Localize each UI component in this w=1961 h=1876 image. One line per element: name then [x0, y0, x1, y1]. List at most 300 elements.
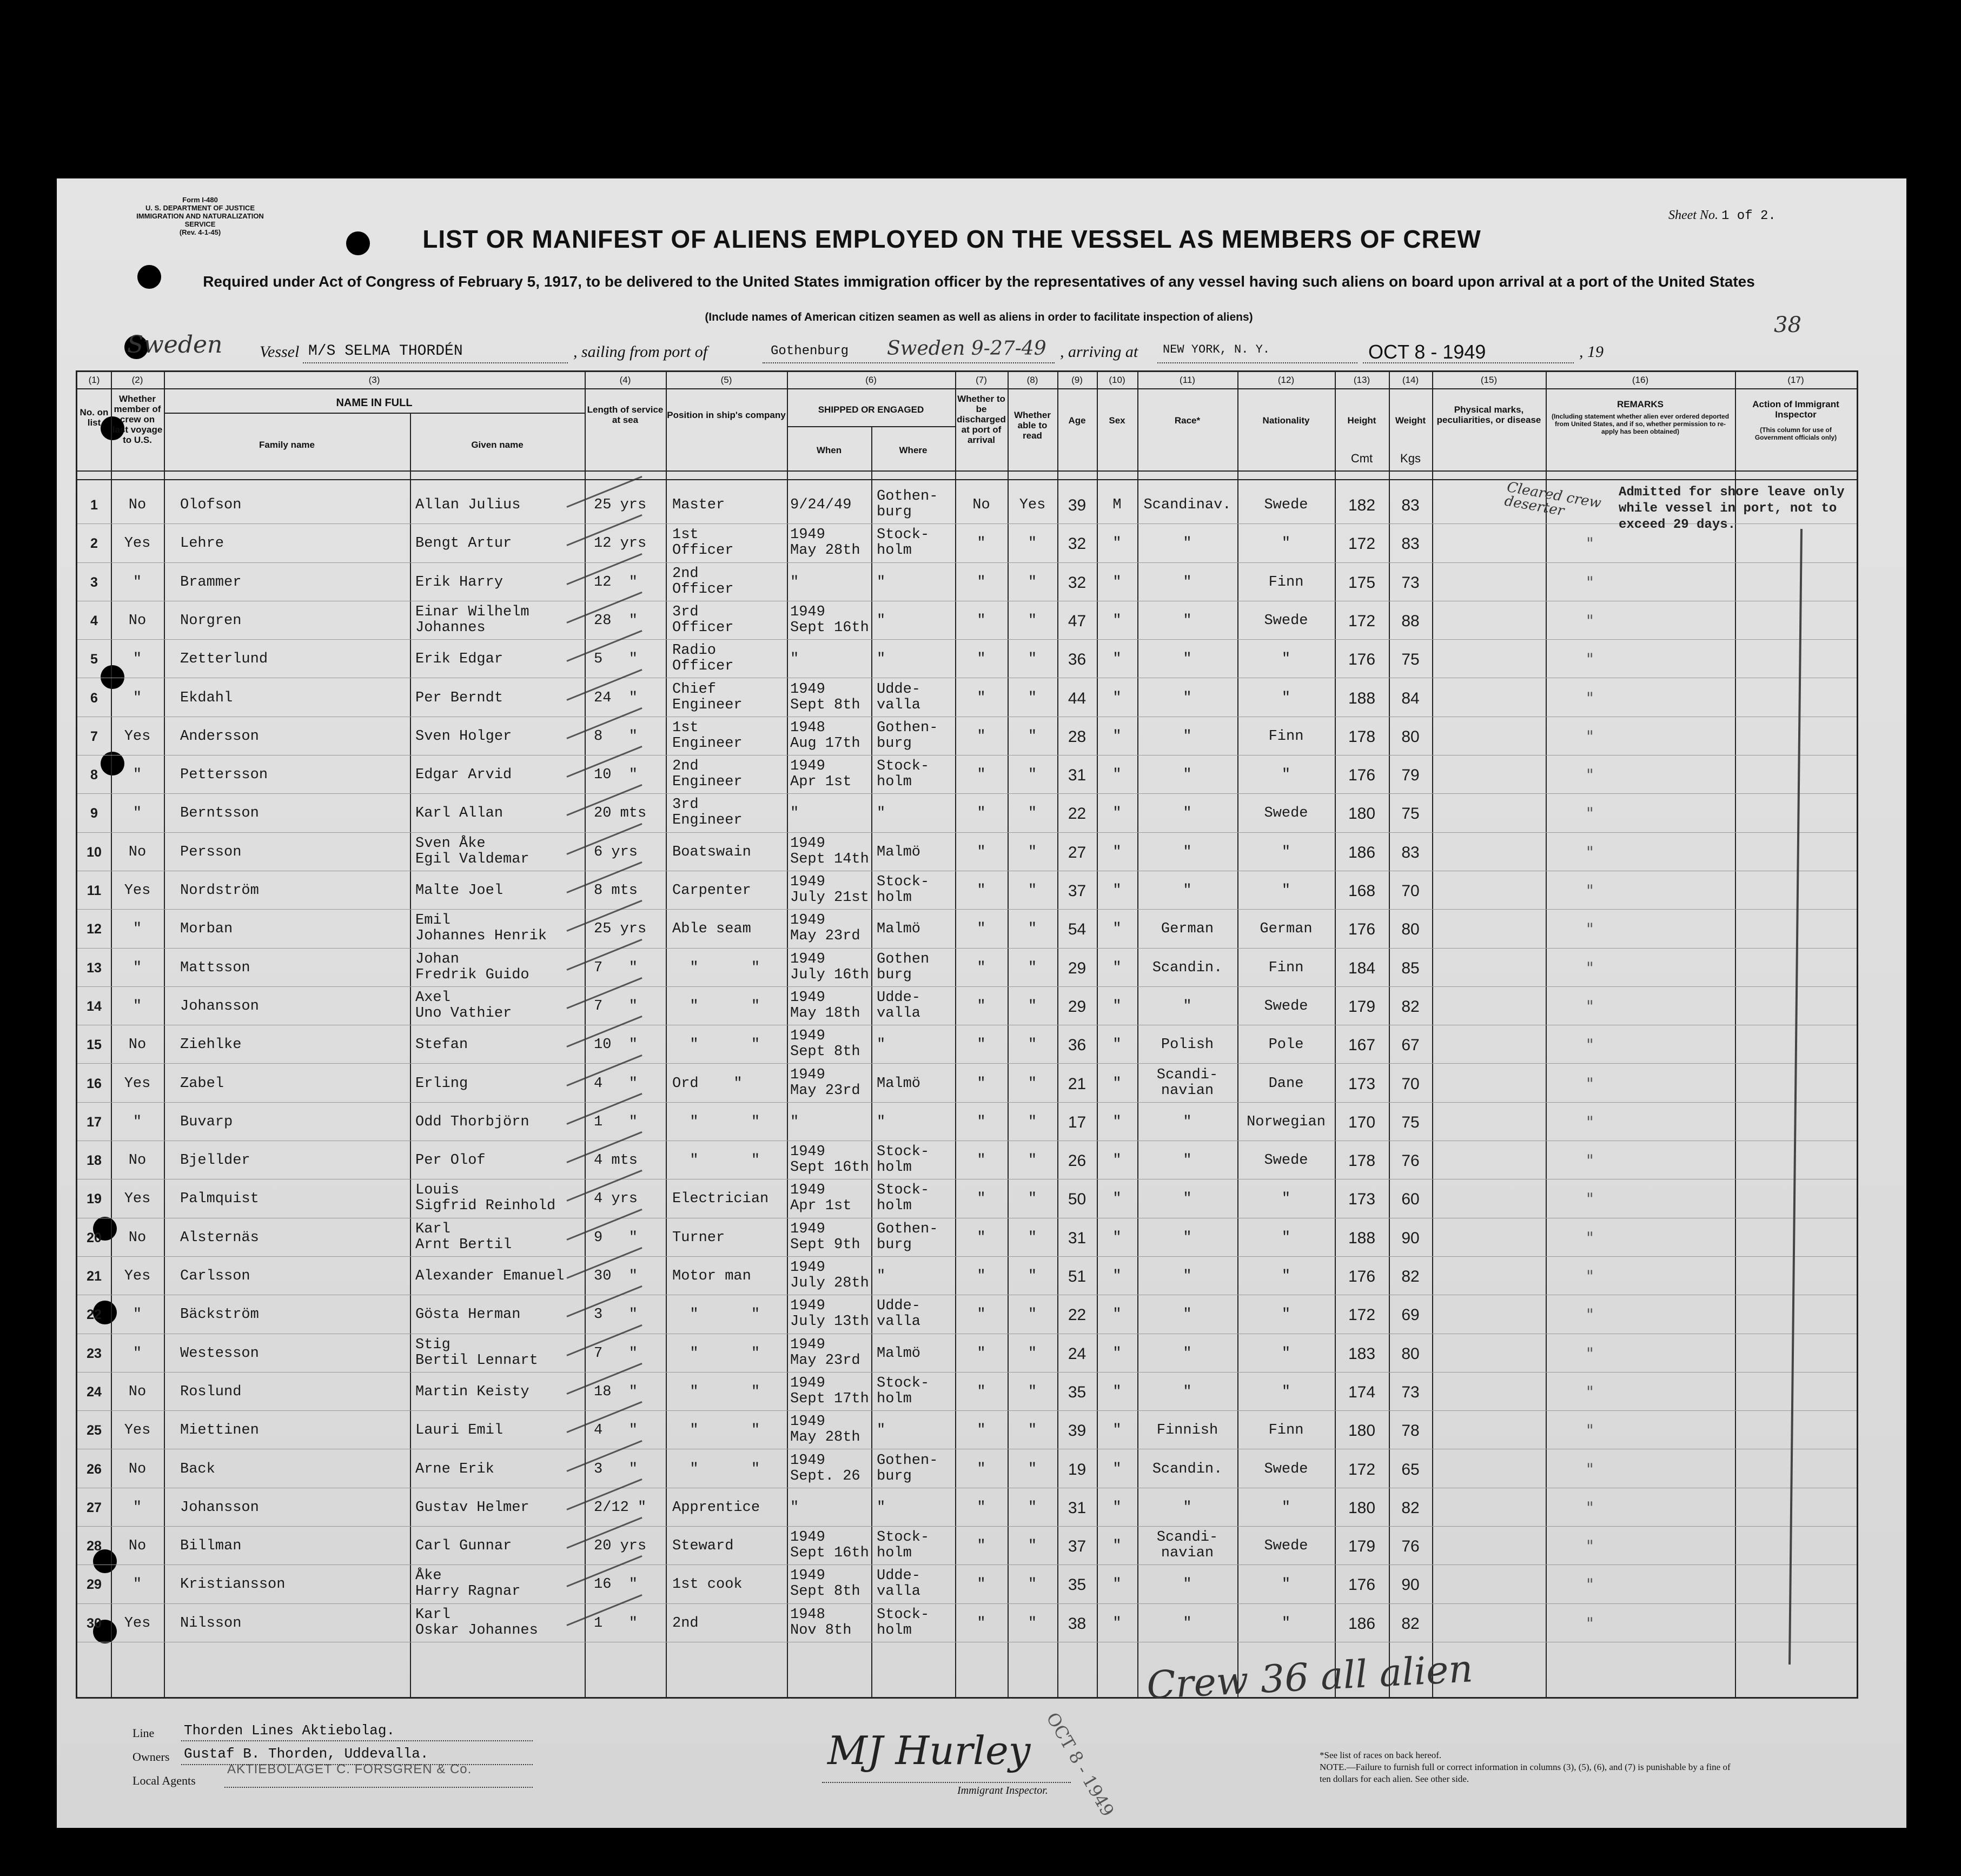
- remark-cell: ": [1586, 1151, 1594, 1171]
- age-cell: 31: [1068, 1499, 1086, 1517]
- age-cell: 22: [1068, 805, 1086, 823]
- engaged-where-cell: Gothen- burg: [877, 488, 938, 520]
- position-cell: " ": [672, 959, 760, 976]
- height-cell: 180: [1348, 1499, 1376, 1517]
- age-cell: 35: [1068, 1576, 1086, 1594]
- engaged-where-cell: Gothen- burg: [877, 719, 938, 752]
- age-cell: 27: [1068, 843, 1086, 861]
- header-family-name: Family name: [259, 440, 315, 450]
- race-cell: ": [1183, 805, 1192, 822]
- service-length-cell: 7 ": [594, 998, 638, 1015]
- engaged-when-cell: 1949 Sept. 26: [790, 1452, 860, 1484]
- col-number: (4): [619, 375, 631, 385]
- age-cell: 51: [1068, 1268, 1086, 1285]
- able-to-read-cell: ": [1028, 651, 1037, 668]
- remark-cell: ": [1586, 1267, 1594, 1286]
- row-number-cell: 11: [87, 883, 102, 898]
- header-height: Height: [1347, 415, 1376, 426]
- able-to-read-cell: ": [1028, 959, 1037, 976]
- table-row: [77, 1488, 1857, 1527]
- previous-voyage-cell: Yes: [124, 1615, 151, 1632]
- sex-cell: ": [1112, 1037, 1122, 1053]
- nationality-cell: Dane: [1268, 1075, 1304, 1092]
- sheet-number: Sheet No. 1 of 2.: [1668, 208, 1776, 223]
- footer: [132, 1720, 944, 1806]
- able-to-read-cell: ": [1028, 1075, 1037, 1092]
- sex-cell: ": [1112, 1345, 1122, 1362]
- header-shipped-engaged: SHIPPED OR ENGAGED: [818, 405, 924, 415]
- discharged-cell: ": [977, 1307, 986, 1323]
- engaged-when-cell: 1949 Apr 1st: [790, 1182, 852, 1215]
- row-number-cell: 17: [87, 1114, 102, 1130]
- sex-cell: ": [1112, 1538, 1122, 1555]
- col-number: (11): [1180, 375, 1195, 385]
- engaged-when-cell: 1949 May 23rd: [790, 1066, 860, 1099]
- owners-value: Gustaf B. Thorden, Uddevalla.: [184, 1746, 429, 1762]
- sex-cell: ": [1112, 1383, 1122, 1400]
- age-cell: 37: [1068, 882, 1086, 900]
- discharged-cell: ": [977, 651, 986, 668]
- table-row: [77, 949, 1857, 987]
- given-name-cell: Edgar Arvid: [415, 767, 512, 784]
- remark-cell: ": [1586, 766, 1594, 785]
- race-cell: ": [1183, 767, 1192, 784]
- table-row: [77, 1141, 1857, 1179]
- age-cell: 29: [1068, 997, 1086, 1016]
- position-cell: " ": [672, 1383, 760, 1400]
- height-cell: 170: [1348, 1113, 1376, 1131]
- able-to-read-cell: ": [1028, 767, 1037, 784]
- race-cell: ": [1183, 574, 1192, 591]
- discharged-cell: ": [977, 767, 986, 784]
- age-cell: 39: [1068, 496, 1086, 514]
- given-name-cell: Erik Edgar: [415, 651, 504, 668]
- family-name-cell: Buvarp: [180, 1113, 233, 1130]
- age-cell: 54: [1068, 920, 1086, 939]
- family-name-cell: Morban: [180, 921, 233, 938]
- discharged-cell: ": [977, 728, 986, 745]
- table-row: [77, 1064, 1857, 1103]
- weight-cell: 75: [1401, 651, 1420, 669]
- col-number: (14): [1402, 375, 1419, 385]
- row-number-cell: 16: [87, 1076, 102, 1091]
- engaged-where-cell: Gothen- burg: [877, 1221, 938, 1253]
- remark-cell: ": [1586, 1112, 1594, 1132]
- position-cell: Boatswain: [672, 844, 751, 860]
- discharged-cell: ": [977, 1229, 986, 1246]
- service-length-cell: 1 ": [594, 1113, 638, 1130]
- family-name-cell: Johansson: [180, 1499, 259, 1516]
- col-number: (7): [976, 375, 987, 385]
- sex-cell: ": [1112, 1615, 1122, 1632]
- table-row: [77, 1179, 1857, 1218]
- previous-voyage-cell: ": [132, 651, 142, 668]
- given-name-cell: Sven Holger: [415, 728, 512, 745]
- family-name-cell: Nordström: [180, 883, 259, 899]
- given-name-cell: Allan Julius: [415, 497, 521, 513]
- race-cell: German: [1161, 921, 1214, 938]
- row-number-cell: 2: [90, 536, 98, 552]
- sex-cell: ": [1112, 1576, 1122, 1593]
- table-row: [77, 601, 1857, 640]
- race-cell: ": [1183, 535, 1192, 552]
- able-to-read-cell: ": [1028, 1307, 1037, 1323]
- row-number-cell: 13: [87, 960, 102, 976]
- race-cell: ": [1183, 883, 1192, 899]
- previous-voyage-cell: No: [128, 1538, 147, 1555]
- height-cell: 173: [1348, 1190, 1376, 1209]
- col-number: (17): [1787, 375, 1804, 385]
- previous-voyage-cell: No: [128, 844, 147, 860]
- nationality-cell: ": [1281, 844, 1291, 860]
- nationality-cell: Swede: [1264, 1538, 1308, 1555]
- height-cell: 176: [1348, 651, 1376, 669]
- given-name-cell: Sven Åke Egil Valdemar: [415, 835, 529, 867]
- position-cell: 3rd Engineer: [672, 797, 743, 829]
- family-name-cell: Berntsson: [180, 805, 259, 822]
- header-where: Where: [899, 445, 928, 455]
- engaged-when-cell: 9/24/49: [790, 497, 852, 513]
- remark-cell: ": [1586, 1074, 1594, 1093]
- service-length-cell: 4 mts: [594, 1152, 638, 1169]
- remark-cell: ": [1586, 804, 1594, 824]
- race-cell: Scandin.: [1152, 1461, 1223, 1477]
- position-cell: Steward: [672, 1538, 734, 1555]
- engaged-where-cell: ": [877, 1268, 886, 1284]
- service-length-cell: 6 yrs: [594, 844, 638, 860]
- age-cell: 19: [1068, 1460, 1086, 1479]
- able-to-read-cell: ": [1028, 805, 1037, 822]
- service-length-cell: 7 ": [594, 1345, 638, 1362]
- family-name-cell: Miettinen: [180, 1422, 259, 1439]
- given-name-cell: Axel Uno Vathier: [415, 989, 512, 1022]
- age-cell: 37: [1068, 1537, 1086, 1556]
- engaged-where-cell: Stock- holm: [877, 758, 930, 791]
- engaged-when-cell: ": [790, 1499, 799, 1516]
- remark-cell: ": [1586, 650, 1594, 669]
- family-name-cell: Zetterlund: [180, 651, 268, 668]
- able-to-read-cell: ": [1028, 844, 1037, 860]
- service-length-cell: 7 ": [594, 959, 638, 976]
- engaged-when-cell: 1949 May 23rd: [790, 1336, 860, 1369]
- weight-cell: 82: [1401, 997, 1420, 1016]
- row-number-cell: 15: [87, 1037, 102, 1053]
- weight-cell: 82: [1401, 1268, 1420, 1285]
- row-number-cell: 14: [87, 998, 102, 1014]
- engaged-when-cell: ": [790, 574, 799, 591]
- remark-cell: ": [1586, 611, 1594, 631]
- engaged-when-cell: 1949 May 23rd: [790, 912, 860, 945]
- race-cell: Scandi- navian: [1156, 1066, 1218, 1099]
- engaged-when-cell: 1949 May 18th: [790, 989, 860, 1022]
- col-number: (15): [1480, 375, 1498, 385]
- header-weight: Weight: [1395, 415, 1426, 426]
- race-cell: ": [1183, 651, 1192, 668]
- height-cell: 175: [1348, 573, 1376, 592]
- given-name-cell: Åke Harry Ragnar: [415, 1568, 521, 1600]
- remark-cell: ": [1586, 1498, 1594, 1517]
- age-cell: 22: [1068, 1306, 1086, 1324]
- able-to-read-cell: ": [1028, 1229, 1037, 1246]
- able-to-read-cell: ": [1028, 1499, 1037, 1516]
- table-row: [77, 1103, 1857, 1141]
- age-cell: 29: [1068, 959, 1086, 977]
- col-number: (9): [1071, 375, 1083, 385]
- table-row: [77, 794, 1857, 832]
- service-length-cell: 4 ": [594, 1422, 638, 1439]
- sex-cell: ": [1112, 651, 1122, 668]
- age-cell: 39: [1068, 1422, 1086, 1440]
- able-to-read-cell: ": [1028, 1152, 1037, 1169]
- nationality-cell: German: [1260, 921, 1313, 938]
- sex-cell: ": [1112, 805, 1122, 822]
- race-note: *See list of races on back hereof.: [1320, 1750, 1442, 1760]
- col-number: (5): [720, 375, 732, 385]
- remark-cell: ": [1586, 534, 1594, 554]
- departure-date-handwritten: Sweden 9-27-49: [887, 337, 1046, 360]
- header-remarks: REMARKS: [1617, 399, 1664, 409]
- header-previous-voyage: Whether member of crew on last voyage to U.S.: [112, 394, 163, 445]
- position-cell: 1st Officer: [672, 527, 734, 559]
- sex-cell: ": [1112, 1191, 1122, 1208]
- col-number: (12): [1277, 375, 1295, 385]
- row-number-cell: 27: [87, 1500, 102, 1515]
- height-cell: 176: [1348, 1268, 1376, 1285]
- height-cell: 180: [1348, 805, 1376, 823]
- row-number-cell: 12: [87, 922, 102, 937]
- engaged-when-cell: 1949 Sept 16th: [790, 604, 869, 636]
- remark-cell: ": [1586, 997, 1594, 1016]
- discharged-cell: ": [977, 959, 986, 976]
- discharged-cell: No: [972, 497, 990, 513]
- remark-cell: ": [1586, 1036, 1594, 1055]
- header-sex: Sex: [1109, 415, 1125, 426]
- previous-voyage-cell: ": [132, 1499, 142, 1516]
- able-to-read-cell: ": [1028, 1037, 1037, 1053]
- sex-cell: ": [1112, 1307, 1122, 1323]
- weight-cell: 85: [1401, 959, 1420, 977]
- weight-cell: 78: [1401, 1422, 1420, 1440]
- position-cell: 1st cook: [672, 1576, 743, 1593]
- position-cell: Ord ": [672, 1075, 743, 1092]
- nationality-cell: Finn: [1268, 959, 1304, 976]
- requirement-text: Required under Act of Congress of February 5, 1917, to be delivered to the United States immigration officer by the representatives of any vessel having such aliens on board upon arrival at a port of the United States: [203, 273, 1755, 290]
- discharged-cell: ": [977, 574, 986, 591]
- col-number: (8): [1026, 375, 1038, 385]
- engaged-where-cell: Stock- holm: [877, 1144, 930, 1176]
- given-name-cell: Per Olof: [415, 1152, 486, 1169]
- age-cell: 38: [1068, 1614, 1086, 1633]
- owners-label: Owners: [132, 1750, 170, 1764]
- row-number-cell: 8: [90, 767, 98, 783]
- height-cell: 174: [1348, 1383, 1376, 1401]
- header-name-in-full: NAME IN FULL: [336, 397, 413, 409]
- remark-cell: ": [1586, 920, 1594, 939]
- engaged-where-cell: Malmö: [877, 1345, 921, 1362]
- height-cell: 183: [1348, 1344, 1376, 1363]
- position-cell: " ": [672, 1461, 760, 1477]
- punch-hole: [137, 265, 161, 289]
- height-cell: 182: [1348, 496, 1376, 514]
- given-name-cell: Erling: [415, 1075, 468, 1092]
- discharged-cell: ": [977, 690, 986, 706]
- sex-cell: ": [1112, 1229, 1122, 1246]
- engaged-when-cell: 1949 May 28th: [790, 527, 860, 559]
- nationality-cell: Swede: [1264, 805, 1308, 822]
- previous-voyage-cell: No: [128, 1461, 147, 1477]
- age-cell: 47: [1068, 612, 1086, 630]
- footer-notes: [1320, 1749, 1731, 1785]
- remark-cell: ": [1586, 1537, 1594, 1556]
- age-cell: 50: [1068, 1190, 1086, 1209]
- remark-cell: ": [1586, 1344, 1594, 1363]
- form-id: Form I-480 U. S. DEPARTMENT OF JUSTICE IMMIGRATION AND NATURALIZATION SERVICE (Rev. 4-1-45): [136, 196, 264, 236]
- manifest-table: [76, 370, 1858, 1699]
- family-name-cell: Zabel: [180, 1075, 224, 1092]
- race-cell: ": [1183, 1307, 1192, 1323]
- given-name-cell: Bengt Artur: [415, 535, 512, 552]
- sex-cell: ": [1112, 921, 1122, 938]
- position-cell: 1st Engineer: [672, 719, 743, 752]
- table-row: [77, 910, 1857, 948]
- header-position: Position in ship's company: [667, 410, 786, 420]
- page-title: LIST OR MANIFEST OF ALIENS EMPLOYED ON THE VESSEL AS MEMBERS OF CREW: [422, 225, 1481, 253]
- given-name-cell: Einar Wilhelm Johannes: [415, 604, 529, 636]
- discharged-cell: ": [977, 1576, 986, 1593]
- family-name-cell: Roslund: [180, 1383, 242, 1400]
- row-number-cell: 24: [87, 1384, 102, 1400]
- able-to-read-cell: ": [1028, 1191, 1037, 1208]
- service-length-cell: 5 ": [594, 651, 638, 668]
- previous-voyage-cell: No: [128, 1383, 147, 1400]
- service-length-cell: 10 ": [594, 1037, 638, 1053]
- position-cell: " ": [672, 998, 760, 1015]
- position-cell: 2nd Engineer: [672, 758, 743, 791]
- previous-voyage-cell: ": [132, 1113, 142, 1130]
- line-value: Thorden Lines Aktiebolag.: [184, 1722, 395, 1739]
- weight-cell: 75: [1401, 1113, 1420, 1131]
- inspector-signature: MJ Hurley: [827, 1728, 1031, 1773]
- header-no-on-list: No. on list: [80, 407, 109, 428]
- table-row: [77, 1527, 1857, 1565]
- table-row: [77, 524, 1857, 562]
- row-number-cell: 26: [87, 1461, 102, 1477]
- previous-voyage-cell: Yes: [124, 728, 151, 745]
- crew-note: Crew 36 all alien: [1145, 1646, 1474, 1708]
- row-number-cell: 19: [87, 1191, 102, 1207]
- table-row: [77, 755, 1857, 794]
- discharged-cell: ": [977, 921, 986, 938]
- nationality-cell: ": [1281, 1345, 1291, 1362]
- height-cell: 184: [1348, 959, 1376, 977]
- race-cell: ": [1183, 1499, 1192, 1516]
- nationality-cell: ": [1281, 1383, 1291, 1400]
- discharged-cell: ": [977, 1499, 986, 1516]
- header-service-length: Length of service at sea: [587, 405, 664, 425]
- position-cell: Turner: [672, 1229, 725, 1246]
- service-length-cell: 10 ": [594, 767, 638, 784]
- col-number: (1): [88, 375, 100, 385]
- service-length-cell: 3 ": [594, 1461, 638, 1477]
- service-length-cell: 28 ": [594, 612, 638, 629]
- engaged-where-cell: Malmö: [877, 1075, 921, 1092]
- weight-cell: 73: [1401, 573, 1420, 592]
- position-cell: 2nd: [672, 1615, 699, 1632]
- crew-rows: [77, 486, 1857, 1643]
- previous-voyage-cell: ": [132, 767, 142, 784]
- margin-note: Sweden: [127, 331, 223, 359]
- table-row: [77, 640, 1857, 678]
- race-cell: ": [1183, 1191, 1192, 1208]
- position-cell: Chief Engineer: [672, 681, 743, 713]
- engaged-where-cell: Gothen burg: [877, 951, 930, 983]
- engaged-where-cell: Stock- holm: [877, 1182, 930, 1215]
- family-name-cell: Mattsson: [180, 959, 250, 976]
- engaged-where-cell: Stock- holm: [877, 874, 930, 906]
- engaged-when-cell: 1949 July 16th: [790, 951, 869, 983]
- race-cell: ": [1183, 1268, 1192, 1284]
- given-name-cell: Lauri Emil: [415, 1422, 504, 1439]
- engaged-when-cell: 1949 Sept 14th: [790, 835, 869, 867]
- table-row: [77, 1373, 1857, 1411]
- service-length-cell: 4 ": [594, 1075, 638, 1092]
- discharged-cell: ": [977, 1422, 986, 1439]
- weight-cell: 90: [1401, 1229, 1420, 1247]
- discharged-cell: ": [977, 1268, 986, 1284]
- age-cell: 17: [1068, 1113, 1086, 1131]
- engaged-when-cell: 1949 Sept 16th: [790, 1144, 869, 1176]
- previous-voyage-cell: ": [132, 690, 142, 706]
- discharged-cell: ": [977, 1152, 986, 1169]
- remark-cell: ": [1586, 1382, 1594, 1402]
- discharged-cell: ": [977, 1615, 986, 1632]
- family-name-cell: Lehre: [180, 535, 224, 552]
- fine-note: NOTE.—Failure to furnish full or correct information in columns (3), (5), (6), and (7) is punishable by a fine of ten dollars for each alien. See other side.: [1320, 1762, 1731, 1784]
- table-row: [77, 833, 1857, 871]
- sex-cell: ": [1112, 883, 1122, 899]
- given-name-cell: Emil Johannes Henrik: [415, 912, 547, 945]
- nationality-cell: Swede: [1264, 1152, 1308, 1169]
- height-cell: 176: [1348, 766, 1376, 785]
- previous-voyage-cell: ": [132, 921, 142, 938]
- departure-port: Gothenburg: [771, 344, 849, 359]
- age-cell: 26: [1068, 1152, 1086, 1170]
- service-length-cell: 2/12 ": [594, 1499, 647, 1516]
- engaged-when-cell: 1949 Sept 16th: [790, 1529, 869, 1562]
- able-to-read-cell: ": [1028, 883, 1037, 899]
- service-length-cell: 25 yrs: [594, 497, 647, 513]
- engaged-when-cell: ": [790, 1113, 799, 1130]
- sex-cell: ": [1112, 574, 1122, 591]
- weight-cell: 76: [1401, 1152, 1420, 1170]
- able-to-read-cell: ": [1028, 1576, 1037, 1593]
- height-cell: 176: [1348, 920, 1376, 939]
- previous-voyage-cell: ": [132, 959, 142, 976]
- date-stamp: OCT 8 - 1949: [1042, 1709, 1118, 1820]
- sex-cell: ": [1112, 1075, 1122, 1092]
- weight-cell: 76: [1401, 1537, 1420, 1556]
- family-name-cell: Ekdahl: [180, 690, 233, 706]
- weight-cell: 82: [1401, 1499, 1420, 1517]
- discharged-cell: ": [977, 612, 986, 629]
- discharged-cell: ": [977, 998, 986, 1015]
- service-length-cell: 20 mts: [594, 805, 647, 822]
- family-name-cell: Westesson: [180, 1345, 259, 1362]
- able-to-read-cell: ": [1028, 1615, 1037, 1632]
- nationality-cell: Finn: [1268, 1422, 1304, 1439]
- discharged-cell: ": [977, 1383, 986, 1400]
- given-name-cell: Stig Bertil Lennart: [415, 1336, 538, 1369]
